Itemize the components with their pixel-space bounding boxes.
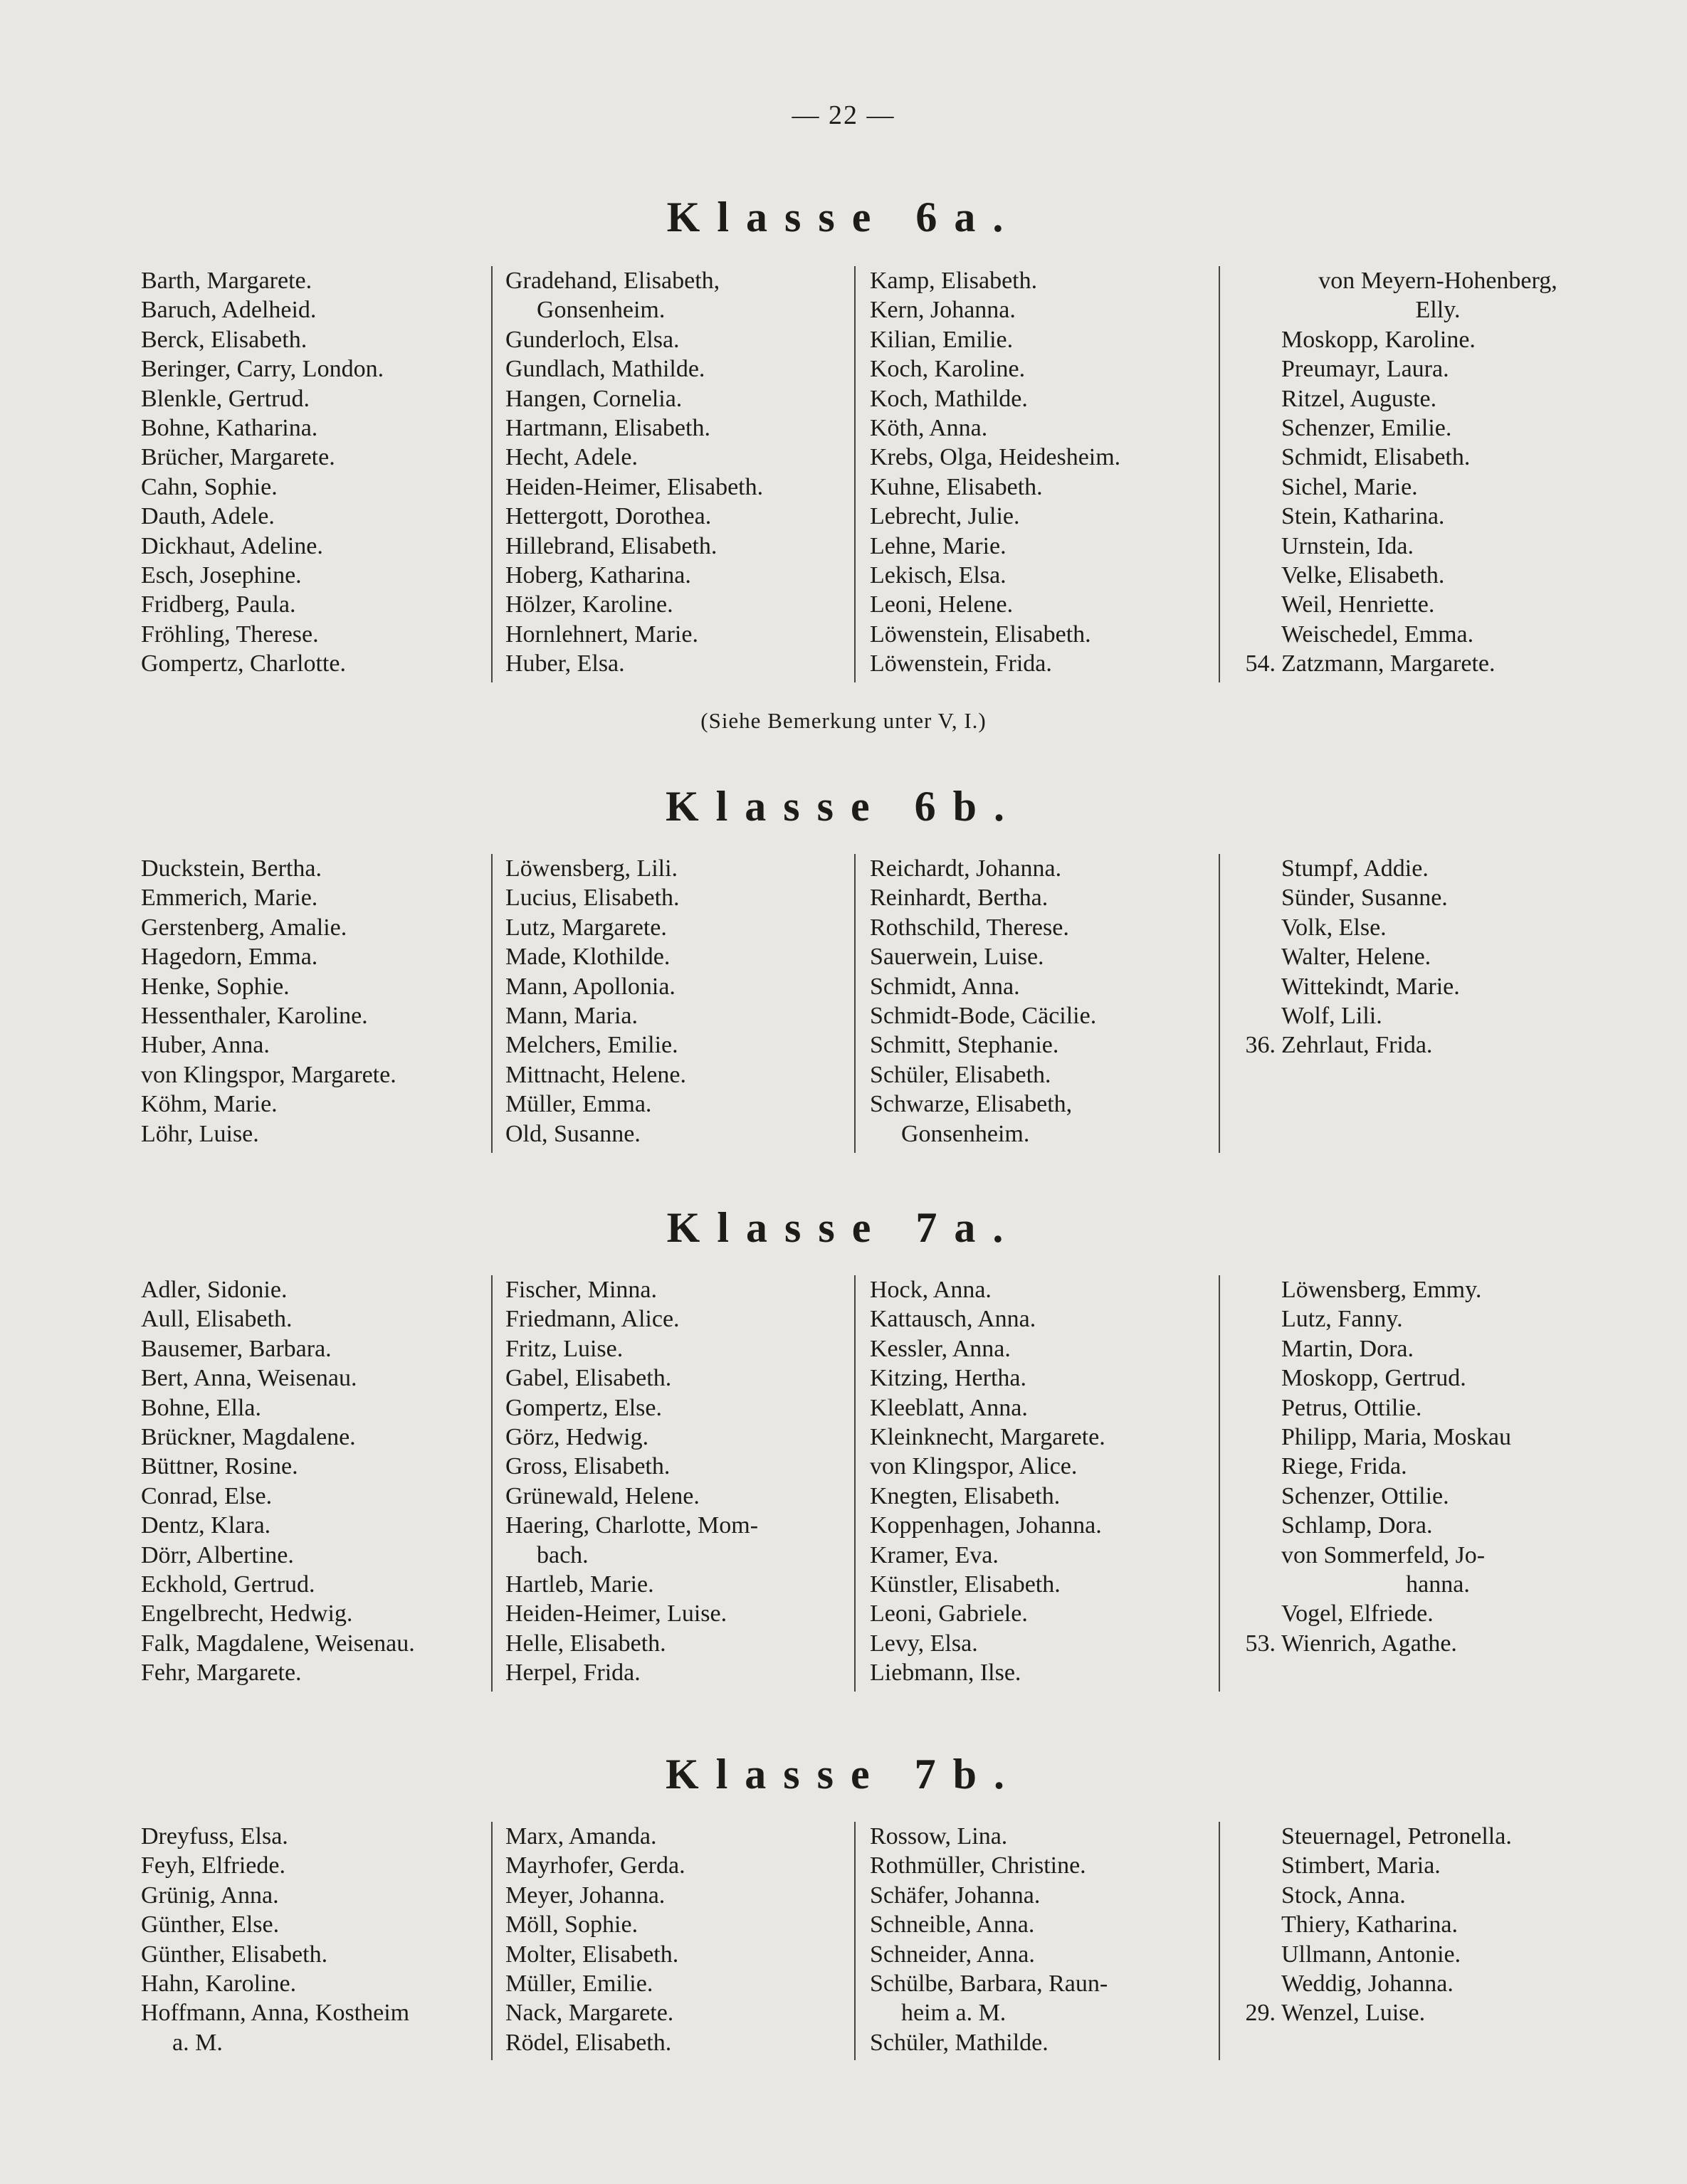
name-entry: Lucius, Elisabeth. xyxy=(505,885,680,912)
name-entry: Rossow, Lina. xyxy=(870,1823,1008,1850)
name-entry: Leoni, Gabriele. xyxy=(870,1600,1028,1628)
name-entry: Günther, Else. xyxy=(141,1911,280,1938)
name-entry: Hettergott, Dorothea. xyxy=(505,503,712,530)
section-title-klasse-7b: Klasse 7b. xyxy=(665,1751,1022,1798)
name-entry: Hartmann, Elisabeth. xyxy=(505,414,710,441)
name-entry: Reichardt, Johanna. xyxy=(870,855,1062,882)
name-entry: Berck, Elisabeth. xyxy=(141,326,308,353)
name-column-4 xyxy=(1281,1822,1594,2028)
name-entry: Martin, Dora. xyxy=(1281,1335,1414,1362)
name-entry: Lebrecht, Julie. xyxy=(870,503,1020,530)
name-entry: Walter, Helene. xyxy=(1281,944,1431,971)
column-divider xyxy=(1219,1275,1220,1692)
name-entry: Dörr, Albertine. xyxy=(141,1541,294,1568)
name-entry: Gross, Elisabeth. xyxy=(505,1453,671,1480)
name-entry: von Klingspor, Alice. xyxy=(870,1453,1078,1480)
name-entry: Büttner, Rosine. xyxy=(141,1453,298,1480)
name-entry: Feyh, Elfriede. xyxy=(141,1852,285,1879)
name-entry: Günther, Elisabeth. xyxy=(141,1941,328,1968)
name-entry: Löhr, Luise. xyxy=(141,1120,259,1147)
column-divider xyxy=(854,1275,856,1692)
name-entry: Sauerwein, Luise. xyxy=(870,944,1044,971)
name-column-2 xyxy=(505,266,854,678)
name-entry: Beringer, Carry, London. xyxy=(141,356,384,383)
name-entry: Steuernagel, Petronella. xyxy=(1281,1823,1512,1850)
name-entry: Kleeblatt, Anna. xyxy=(870,1394,1028,1421)
name-entry: Volk, Else. xyxy=(1281,914,1387,941)
name-entry: Schneible, Anna. xyxy=(870,1911,1035,1938)
name-entry: Gompertz, Else. xyxy=(505,1394,662,1421)
page-number: — 22 — xyxy=(792,100,895,130)
name-entry: Rothmüller, Christine. xyxy=(870,1852,1086,1879)
name-entry: heim a. M. xyxy=(901,2000,1007,2027)
name-column-1 xyxy=(141,1275,490,1687)
name-column-1 xyxy=(141,854,490,1149)
note: (Siehe Bemerkung unter V, I.) xyxy=(700,708,987,733)
name-entry: Haering, Charlotte, Mom- xyxy=(505,1512,759,1539)
name-entry: Hecht, Adele. xyxy=(505,444,638,471)
name-entry: Engelbrecht, Hedwig. xyxy=(141,1600,353,1628)
name-entry: Löwenstein, Elisabeth. xyxy=(870,621,1091,648)
name-entry: Köhm, Marie. xyxy=(141,1091,278,1118)
name-entry: Dauth, Adele. xyxy=(141,503,275,530)
name-entry: Heiden-Heimer, Luise. xyxy=(505,1600,727,1628)
name-entry: Barth, Margarete. xyxy=(141,268,312,294)
name-entry: Hangen, Cornelia. xyxy=(505,385,683,412)
column-divider xyxy=(491,854,493,1153)
name-entry: Müller, Emma. xyxy=(505,1091,652,1118)
name-column-2 xyxy=(505,1822,854,2057)
name-entry: Petrus, Ottilie. xyxy=(1281,1394,1422,1421)
name-entry: Urnstein, Ida. xyxy=(1281,532,1414,559)
name-entry: Aull, Elisabeth. xyxy=(141,1306,293,1333)
name-entry: Vogel, Elfriede. xyxy=(1281,1600,1434,1628)
name-entry: Huber, Anna. xyxy=(141,1032,270,1059)
name-entry: Melchers, Emilie. xyxy=(505,1032,678,1059)
name-entry: Gonsenheim. xyxy=(901,1120,1030,1147)
name-entry: Grünig, Anna. xyxy=(141,1882,279,1909)
name-entry: Koppenhagen, Johanna. xyxy=(870,1512,1102,1539)
name-entry: Esch, Josephine. xyxy=(141,561,302,589)
name-entry: Henke, Sophie. xyxy=(141,973,290,1000)
name-entry: Wenzel, Luise. xyxy=(1281,2000,1426,2027)
name-entry: Falk, Magdalene, Weisenau. xyxy=(141,1630,415,1657)
name-entry: Molter, Elisabeth. xyxy=(505,1941,679,1968)
name-entry: Thiery, Katharina. xyxy=(1281,1911,1458,1938)
column-divider xyxy=(854,1822,856,2060)
name-entry: Moskopp, Karoline. xyxy=(1281,326,1476,353)
name-entry: Brückner, Magdalene. xyxy=(141,1423,356,1450)
name-entry: Helle, Elisabeth. xyxy=(505,1630,666,1657)
name-entry: Mann, Maria. xyxy=(505,1002,638,1029)
name-entry: Gerstenberg, Amalie. xyxy=(141,914,347,941)
name-entry: Conrad, Else. xyxy=(141,1482,273,1509)
name-entry: Bohne, Katharina. xyxy=(141,414,318,441)
column-divider xyxy=(854,266,856,682)
name-entry: Hornlehnert, Marie. xyxy=(505,621,698,648)
name-entry: Mayrhofer, Gerda. xyxy=(505,1852,685,1879)
name-entry: Grünewald, Helene. xyxy=(505,1482,700,1509)
name-entry: Hölzer, Karoline. xyxy=(505,591,673,618)
name-entry: Dreyfuss, Elsa. xyxy=(141,1823,288,1850)
name-entry: Weischedel, Emma. xyxy=(1281,621,1474,648)
name-entry: Fröhling, Therese. xyxy=(141,621,319,648)
name-entry: Riege, Frida. xyxy=(1281,1453,1407,1480)
name-entry: Schwarze, Elisabeth, xyxy=(870,1091,1073,1118)
name-entry: Hartleb, Marie. xyxy=(505,1571,654,1598)
name-entry: Stein, Katharina. xyxy=(1281,503,1445,530)
name-entry: Hessenthaler, Karoline. xyxy=(141,1002,368,1029)
name-entry: Emmerich, Marie. xyxy=(141,885,318,912)
name-column-3 xyxy=(870,1822,1212,2057)
name-entry: Löwensberg, Lili. xyxy=(505,855,678,882)
class-count: 29. xyxy=(1245,2000,1276,2027)
name-entry: bach. xyxy=(537,1541,589,1568)
name-entry: Bausemer, Barbara. xyxy=(141,1335,332,1362)
name-entry: Schenzer, Ottilie. xyxy=(1281,1482,1449,1509)
name-entry: Hoberg, Katharina. xyxy=(505,561,691,589)
name-entry: von Klingspor, Margarete. xyxy=(141,1061,396,1088)
name-entry: Elly. xyxy=(1415,297,1461,324)
name-entry: Dickhaut, Adeline. xyxy=(141,532,323,559)
name-entry: Schmitt, Stephanie. xyxy=(870,1032,1059,1059)
class-count: 36. xyxy=(1245,1032,1276,1059)
name-entry: Müller, Emilie. xyxy=(505,1970,653,1997)
name-column-3 xyxy=(870,266,1212,678)
name-entry: Kern, Johanna. xyxy=(870,297,1016,324)
name-entry: Rödel, Elisabeth. xyxy=(505,2029,672,2056)
name-entry: Stumpf, Addie. xyxy=(1281,855,1429,882)
name-entry: Rothschild, Therese. xyxy=(870,914,1069,941)
name-entry: Hagedorn, Emma. xyxy=(141,944,318,971)
name-entry: Schüler, Mathilde. xyxy=(870,2029,1049,2056)
name-entry: Gompertz, Charlotte. xyxy=(141,650,346,677)
name-entry: Künstler, Elisabeth. xyxy=(870,1571,1061,1598)
name-entry: Kleinknecht, Margarete. xyxy=(870,1423,1105,1450)
name-entry: Weddig, Johanna. xyxy=(1281,1970,1454,1997)
name-entry: Knegten, Elisabeth. xyxy=(870,1482,1061,1509)
name-entry: Schneider, Anna. xyxy=(870,1941,1035,1968)
name-entry: Gabel, Elisabeth. xyxy=(505,1365,672,1392)
name-entry: Moskopp, Gertrud. xyxy=(1281,1365,1466,1392)
name-entry: Koch, Mathilde. xyxy=(870,385,1028,412)
name-entry: Philipp, Maria, Moskau xyxy=(1281,1423,1511,1450)
name-entry: Schmidt, Elisabeth. xyxy=(1281,444,1471,471)
name-entry: Gunderloch, Elsa. xyxy=(505,326,680,353)
name-entry: Herpel, Frida. xyxy=(505,1660,641,1687)
name-entry: Lutz, Fanny. xyxy=(1281,1306,1403,1333)
name-entry: Löwenstein, Frida. xyxy=(870,650,1052,677)
name-entry: von Meyern-Hohenberg, xyxy=(1318,268,1557,294)
name-entry: Schülbe, Barbara, Raun- xyxy=(870,1970,1108,1997)
name-entry: Gradehand, Elisabeth, xyxy=(505,268,720,294)
name-entry: Old, Susanne. xyxy=(505,1120,641,1147)
name-entry: Blenkle, Gertrud. xyxy=(141,385,310,412)
name-entry: Wittekindt, Marie. xyxy=(1281,973,1460,1000)
name-entry: Adler, Sidonie. xyxy=(141,1277,288,1303)
name-entry: Bohne, Ella. xyxy=(141,1394,262,1421)
section-title-klasse-6b: Klasse 6b. xyxy=(665,783,1022,830)
name-entry: Fritz, Luise. xyxy=(505,1335,624,1362)
name-entry: Liebmann, Ilse. xyxy=(870,1660,1021,1687)
name-entry: Reinhardt, Bertha. xyxy=(870,885,1049,912)
name-entry: Kuhne, Elisabeth. xyxy=(870,473,1043,500)
name-column-2 xyxy=(505,854,854,1149)
name-entry: Brücher, Margarete. xyxy=(141,444,335,471)
column-divider xyxy=(1219,854,1220,1153)
name-entry: Möll, Sophie. xyxy=(505,1911,638,1938)
name-entry: hanna. xyxy=(1406,1571,1470,1598)
name-entry: Löwensberg, Emmy. xyxy=(1281,1277,1482,1303)
name-entry: Duckstein, Bertha. xyxy=(141,855,322,882)
column-divider xyxy=(1219,1822,1220,2060)
name-entry: Fridberg, Paula. xyxy=(141,591,296,618)
name-entry: a. M. xyxy=(172,2029,223,2056)
name-entry: Hahn, Karoline. xyxy=(141,1970,297,1997)
name-entry: Zatzmann, Margarete. xyxy=(1281,650,1496,677)
name-entry: Stimbert, Maria. xyxy=(1281,1852,1441,1879)
name-entry: Hoffmann, Anna, Kostheim xyxy=(141,2000,410,2027)
name-entry: Ritzel, Auguste. xyxy=(1281,385,1437,412)
name-entry: Nack, Margarete. xyxy=(505,2000,674,2027)
name-entry: Fehr, Margarete. xyxy=(141,1660,302,1687)
name-entry: Schüler, Elisabeth. xyxy=(870,1061,1051,1088)
name-entry: Hillebrand, Elisabeth. xyxy=(505,532,718,559)
section-title-klasse-6a: Klasse 6a. xyxy=(666,194,1021,241)
name-entry: Sichel, Marie. xyxy=(1281,473,1418,500)
name-entry: Kattausch, Anna. xyxy=(870,1306,1036,1333)
name-entry: Schmidt, Anna. xyxy=(870,973,1020,1000)
name-entry: Cahn, Sophie. xyxy=(141,473,278,500)
column-divider xyxy=(491,1822,493,2060)
name-column-4 xyxy=(1281,266,1594,678)
name-column-1 xyxy=(141,266,490,678)
name-entry: Krebs, Olga, Heidesheim. xyxy=(870,444,1121,471)
name-entry: Schlamp, Dora. xyxy=(1281,1512,1433,1539)
name-entry: Wienrich, Agathe. xyxy=(1281,1630,1457,1657)
name-entry: Meyer, Johanna. xyxy=(505,1882,666,1909)
column-divider xyxy=(491,266,493,682)
name-entry: Koch, Karoline. xyxy=(870,356,1026,383)
name-entry: Gonsenheim. xyxy=(537,297,666,324)
name-entry: Kramer, Eva. xyxy=(870,1541,999,1568)
name-entry: Stock, Anna. xyxy=(1281,1882,1406,1909)
class-count: 54. xyxy=(1245,650,1276,677)
name-entry: Kamp, Elisabeth. xyxy=(870,268,1038,294)
name-column-4 xyxy=(1281,1275,1594,1658)
name-entry: von Sommerfeld, Jo- xyxy=(1281,1541,1486,1568)
name-entry: Made, Klothilde. xyxy=(505,944,671,971)
name-column-4 xyxy=(1281,854,1594,1060)
name-entry: Görz, Hedwig. xyxy=(505,1423,649,1450)
name-entry: Schäfer, Johanna. xyxy=(870,1882,1041,1909)
name-entry: Lekisch, Elsa. xyxy=(870,561,1007,589)
name-entry: Levy, Elsa. xyxy=(870,1630,978,1657)
name-entry: Heiden-Heimer, Elisabeth. xyxy=(505,473,764,500)
name-entry: Kitzing, Hertha. xyxy=(870,1365,1026,1392)
name-entry: Wolf, Lili. xyxy=(1281,1002,1382,1029)
name-column-2 xyxy=(505,1275,854,1687)
name-entry: Gundlach, Mathilde. xyxy=(505,356,705,383)
name-entry: Preumayr, Laura. xyxy=(1281,356,1449,383)
name-entry: Kilian, Emilie. xyxy=(870,326,1014,353)
name-entry: Marx, Amanda. xyxy=(505,1823,657,1850)
name-entry: Ullmann, Antonie. xyxy=(1281,1941,1461,1968)
column-divider xyxy=(1219,266,1220,682)
name-entry: Kessler, Anna. xyxy=(870,1335,1011,1362)
name-entry: Schenzer, Emilie. xyxy=(1281,414,1452,441)
name-column-3 xyxy=(870,1275,1212,1687)
name-entry: Sünder, Susanne. xyxy=(1281,885,1448,912)
column-divider xyxy=(854,854,856,1153)
class-count: 53. xyxy=(1245,1630,1276,1657)
name-entry: Mann, Apollonia. xyxy=(505,973,676,1000)
name-entry: Schmidt-Bode, Cäcilie. xyxy=(870,1002,1097,1029)
name-entry: Friedmann, Alice. xyxy=(505,1306,680,1333)
name-entry: Baruch, Adelheid. xyxy=(141,297,317,324)
name-entry: Hock, Anna. xyxy=(870,1277,992,1303)
name-entry: Mittnacht, Helene. xyxy=(505,1061,686,1088)
section-title-klasse-7a: Klasse 7a. xyxy=(666,1204,1021,1251)
name-entry: Lehne, Marie. xyxy=(870,532,1007,559)
name-entry: Lutz, Margarete. xyxy=(505,914,667,941)
name-entry: Leoni, Helene. xyxy=(870,591,1014,618)
name-entry: Eckhold, Gertrud. xyxy=(141,1571,315,1598)
name-entry: Velke, Elisabeth. xyxy=(1281,561,1445,589)
name-entry: Köth, Anna. xyxy=(870,414,988,441)
column-divider xyxy=(491,1275,493,1692)
name-column-1 xyxy=(141,1822,490,2057)
name-entry: Weil, Henriette. xyxy=(1281,591,1435,618)
name-entry: Bert, Anna, Weisenau. xyxy=(141,1365,357,1392)
name-entry: Zehrlaut, Frida. xyxy=(1281,1032,1433,1059)
name-entry: Huber, Elsa. xyxy=(505,650,625,677)
name-entry: Dentz, Klara. xyxy=(141,1512,271,1539)
name-column-3 xyxy=(870,854,1212,1149)
name-entry: Fischer, Minna. xyxy=(505,1277,657,1303)
